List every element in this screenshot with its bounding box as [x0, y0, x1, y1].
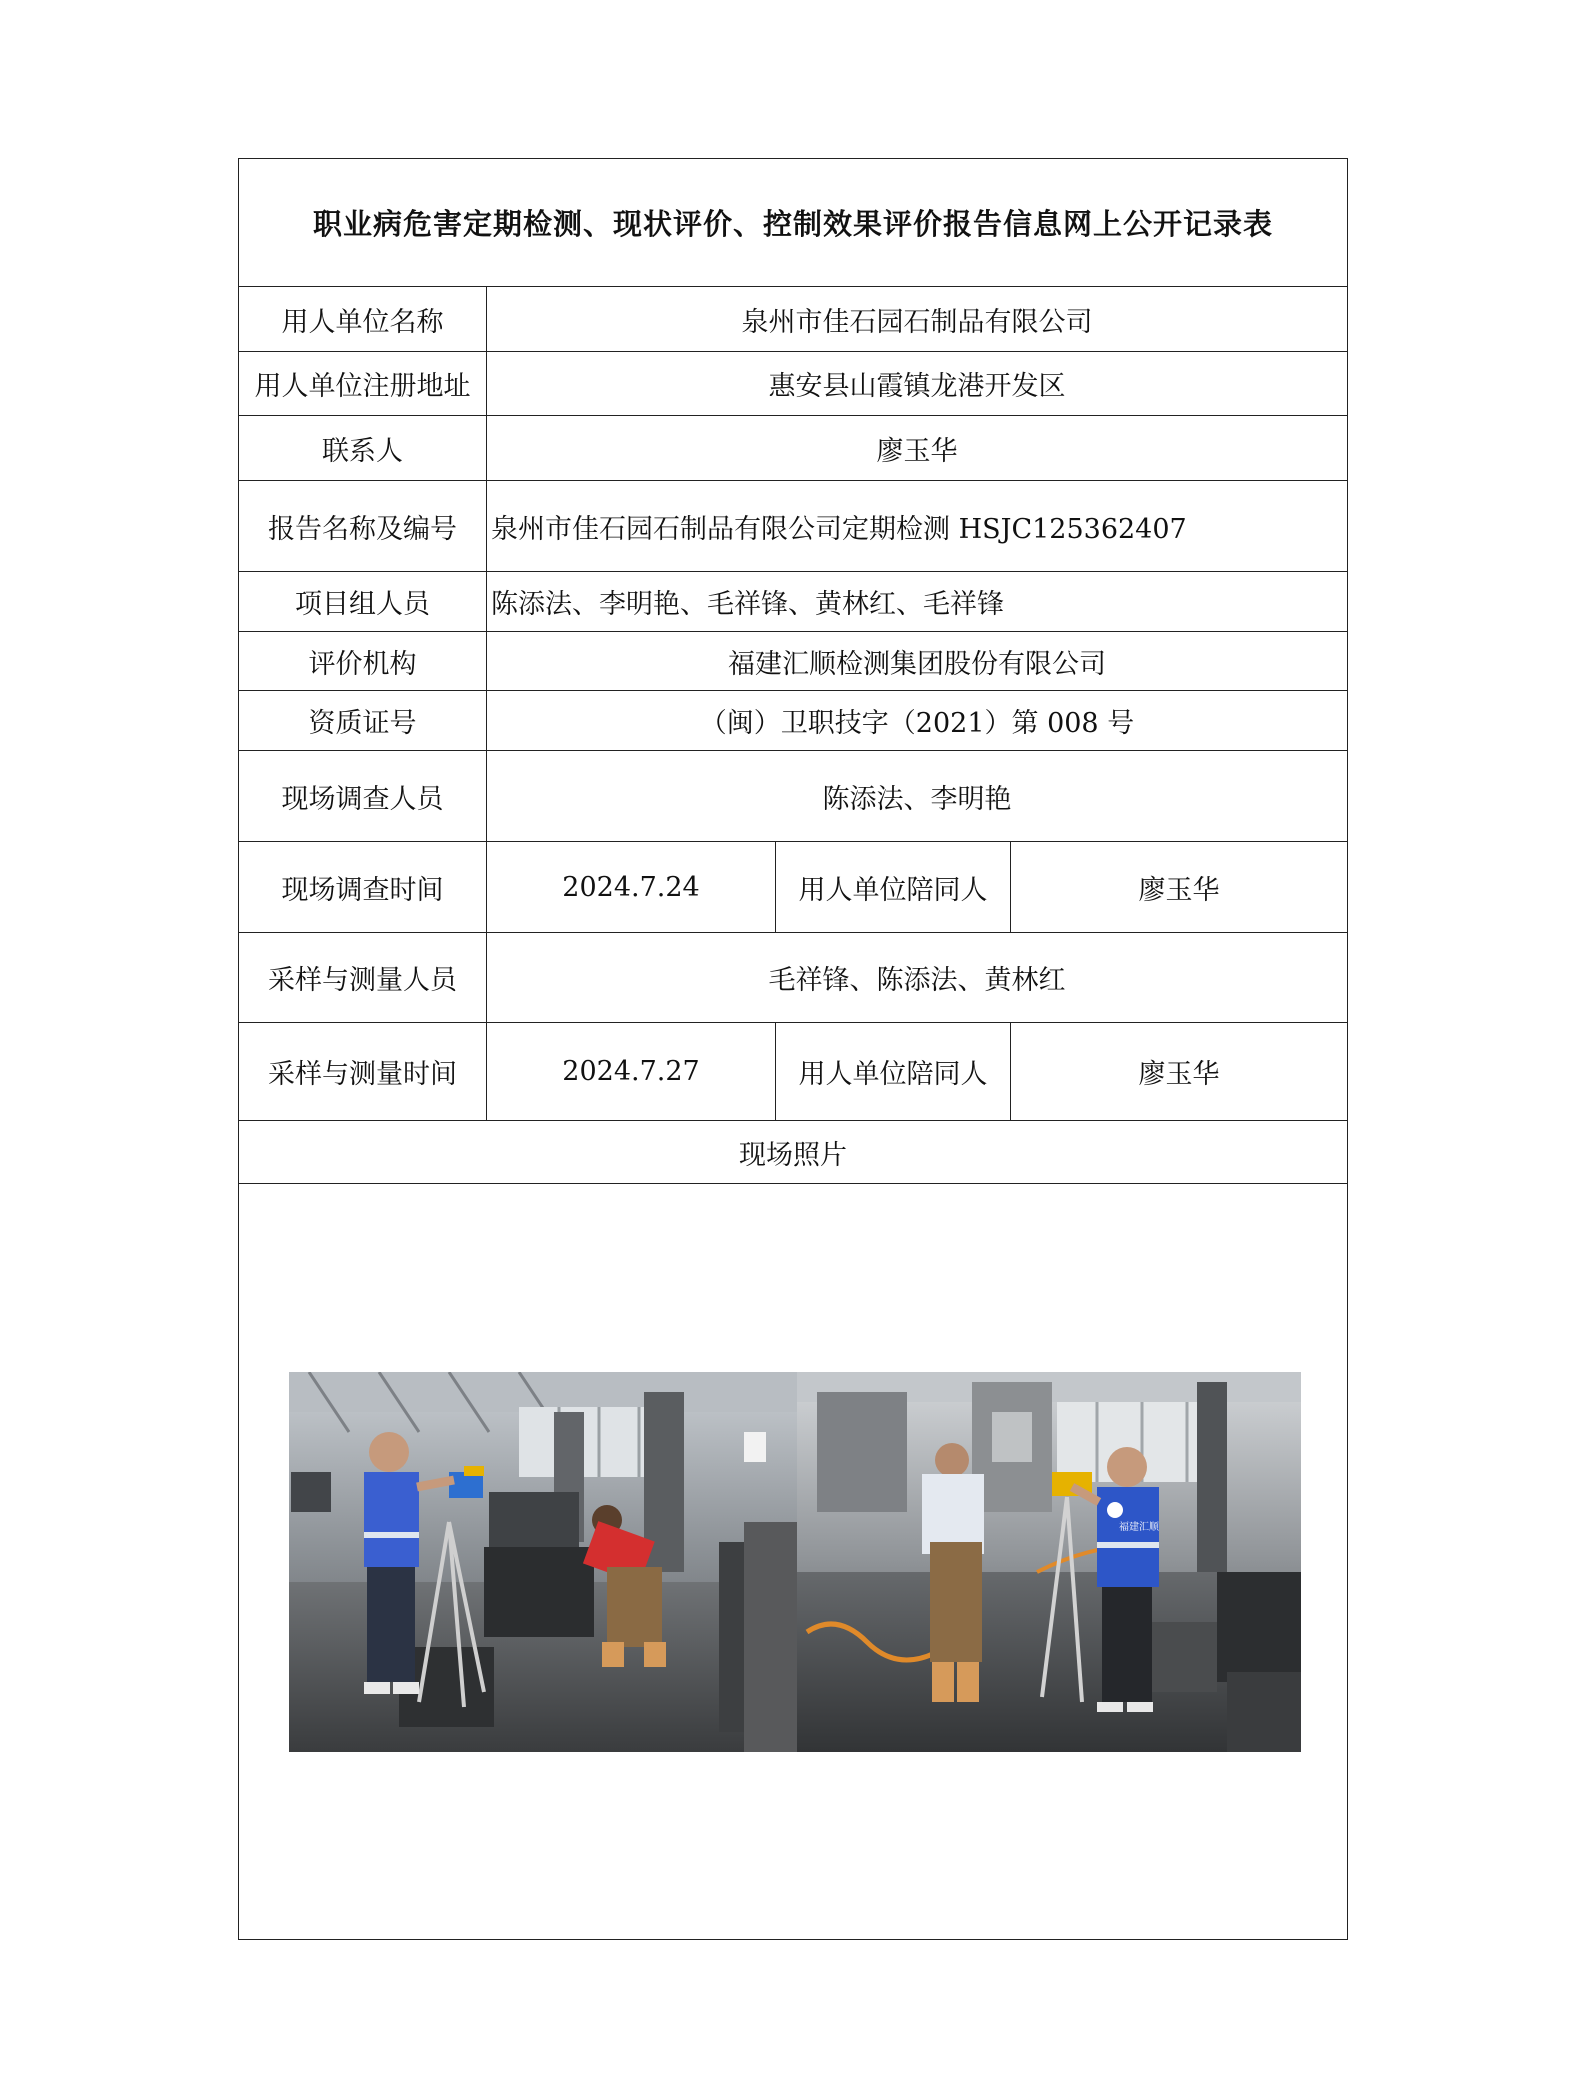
employer-name-label: 用人单位名称: [239, 287, 487, 351]
agency-value: 福建汇顺检测集团股份有限公司: [728, 648, 1106, 680]
row-sampling-staff: [239, 933, 1347, 1023]
survey-time-value: 2024.7.24: [487, 842, 776, 932]
record-table: [238, 158, 1348, 1940]
survey-staff-value: 陈添法、李明艳: [822, 783, 1012, 815]
sampling-companion-label: 用人单位陪同人: [776, 1023, 1011, 1120]
row-survey-time: [239, 842, 1347, 933]
survey-companion-label: 用人单位陪同人: [776, 842, 1011, 932]
photos-area: [239, 1184, 1347, 1939]
row-survey-staff: [239, 751, 1347, 842]
sampling-companion-value: 廖玉华: [1138, 1059, 1220, 1090]
row-team: [239, 572, 1347, 632]
contact-value: 廖玉华: [876, 435, 958, 467]
report-label: 报告名称及编号: [239, 481, 487, 571]
report-value: 泉州市佳石园石制品有限公司定期检测 HSJC125362407: [491, 513, 1187, 545]
site-photo-1: [289, 1372, 797, 1752]
agency-label: 评价机构: [239, 632, 487, 690]
survey-companion-value: 廖玉华: [1138, 874, 1220, 906]
sampling-time-label: 采样与测量时间: [239, 1023, 487, 1120]
photos-header: 现场照片: [239, 1121, 1347, 1184]
row-contact: [239, 416, 1347, 481]
qualification-value: （闽）卫职技字（2021）第 008 号: [699, 708, 1135, 739]
survey-time-label: 现场调查时间: [239, 842, 487, 932]
survey-staff-label: 现场调查人员: [239, 751, 487, 841]
qualification-label: 资质证号: [239, 691, 487, 750]
sampling-staff-label: 采样与测量人员: [239, 933, 487, 1022]
row-employer-name: [239, 287, 1347, 352]
vest-text: 福建汇顺: [1119, 1522, 1159, 1533]
row-agency: [239, 632, 1347, 691]
sampling-staff-value: 毛祥锋、陈添法、黄林红: [768, 965, 1066, 996]
row-qualification: [239, 691, 1347, 751]
row-employer-address: [239, 352, 1347, 416]
sampling-time-value: 2024.7.27: [487, 1023, 776, 1120]
row-report: [239, 481, 1347, 572]
employer-address-label: 用人单位注册地址: [239, 352, 487, 415]
team-label: 项目组人员: [239, 572, 487, 631]
document-title: 职业病危害定期检测、现状评价、控制效果评价报告信息网上公开记录表: [239, 159, 1347, 287]
row-sampling-time: [239, 1023, 1347, 1121]
site-photo-2: [797, 1372, 1301, 1752]
team-value: 陈添法、李明艳、毛祥锋、黄林红、毛祥锋: [491, 589, 1004, 620]
employer-address-value: 惠安县山霞镇龙港开发区: [768, 371, 1066, 402]
employer-name-value: 泉州市佳石园石制品有限公司: [741, 306, 1093, 338]
contact-label: 联系人: [239, 416, 487, 480]
